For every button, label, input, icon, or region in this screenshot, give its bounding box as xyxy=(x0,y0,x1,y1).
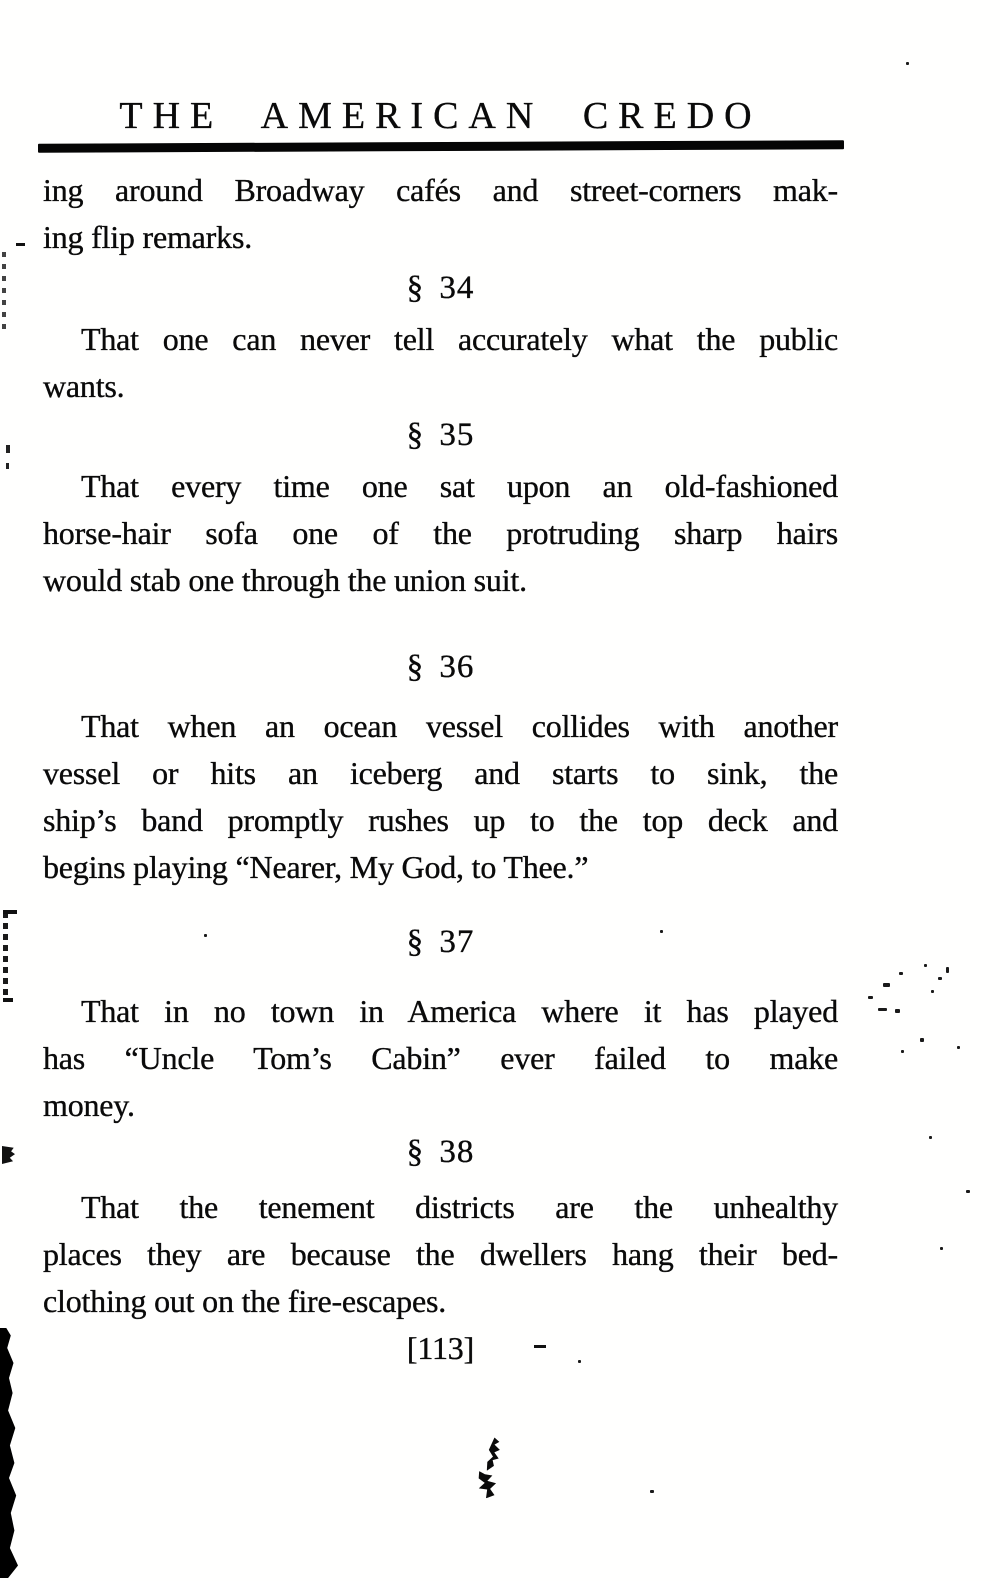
section-paragraph-35 xyxy=(43,463,838,604)
text-line: ing flip remarks. xyxy=(43,219,252,255)
text-line: clothing out on the fire-escapes. xyxy=(43,1283,447,1319)
text-column xyxy=(43,96,838,1372)
scan-artifact-speck xyxy=(204,934,207,937)
scan-artifact-smudge xyxy=(473,1468,498,1500)
scan-artifact-speck xyxy=(895,1009,900,1013)
scan-artifact-speck xyxy=(946,967,949,973)
scan-artifact-speck xyxy=(660,930,663,933)
scan-artifact-speck xyxy=(878,1008,887,1011)
scan-artifact-left-edge-top xyxy=(2,252,6,332)
scan-artifact-speck xyxy=(906,62,909,65)
scan-artifact-speck xyxy=(16,243,25,246)
scan-artifact-speck xyxy=(6,463,9,469)
scan-artifact-speck xyxy=(966,1190,970,1193)
scan-artifact-left-edge-mid xyxy=(3,912,8,1002)
text-line: That when an ocean vessel collides with another xyxy=(81,708,838,744)
scan-artifact-speck xyxy=(940,1247,943,1250)
scan-artifact-speck xyxy=(920,1038,924,1042)
scan-artifact-smudge xyxy=(481,1437,506,1474)
text-line: That in no town in America where it has played xyxy=(81,993,838,1029)
text-line: has “Uncle Tom’s Cabin” ever failed to make xyxy=(43,1040,838,1076)
scan-artifact-speck xyxy=(578,1360,581,1363)
text-line: ing around Broadway cafés and street-corners mak- xyxy=(43,172,838,208)
section-heading-34: § 34 xyxy=(406,270,475,306)
header-rule xyxy=(38,140,844,153)
page-number: [113] xyxy=(406,1330,475,1366)
text-line: places they are because the dwellers hang their bed- xyxy=(43,1236,838,1272)
text-line: ship’s band promptly rushes up to the top deck and xyxy=(43,802,838,838)
text-line: would stab one through the union suit. xyxy=(43,562,527,598)
text-line: That every time one sat upon an old-fashioned xyxy=(81,468,838,504)
text-line: vessel or hits an iceberg and starts to sink, the xyxy=(43,755,838,791)
scan-artifact-speck xyxy=(901,1050,904,1053)
text-line: wants. xyxy=(43,368,125,404)
scan-artifact-speck xyxy=(868,996,873,999)
section-heading-37: § 37 xyxy=(406,924,475,960)
scan-artifact-speck xyxy=(957,1046,960,1049)
scan-artifact-speck xyxy=(929,1136,932,1139)
scan-artifact-speck xyxy=(899,972,903,975)
scan-artifact-binding-strip xyxy=(0,1328,18,1578)
scan-artifact-speck xyxy=(6,445,10,453)
text-line: That one can never tell accurately what the public xyxy=(81,321,838,357)
text-line: That the tenement districts are the unhealthy xyxy=(81,1189,838,1225)
section-paragraph-36 xyxy=(43,703,838,891)
section-heading-36: § 36 xyxy=(406,649,475,685)
scan-artifact-speck xyxy=(883,983,890,987)
scan-artifact-speck xyxy=(924,964,927,967)
paragraph-continuation xyxy=(43,167,838,261)
text-line: begins playing “Nearer, My God, to Thee.” xyxy=(43,849,589,885)
scan-artifact-speck xyxy=(650,1490,654,1493)
section-paragraph-37 xyxy=(43,988,838,1129)
section-heading-35: § 35 xyxy=(406,417,475,453)
text-line: money. xyxy=(43,1087,135,1123)
running-header: THE AMERICAN CREDO xyxy=(119,95,762,137)
text-line: horse-hair sofa one of the protruding sharp hairs xyxy=(43,515,838,551)
page-body xyxy=(43,167,838,1372)
section-paragraph-38 xyxy=(43,1184,838,1325)
section-heading-38: § 38 xyxy=(406,1134,475,1170)
scan-artifact-speck xyxy=(931,990,934,993)
section-paragraph-34 xyxy=(43,316,838,410)
scan-artifact-dash xyxy=(534,1345,546,1348)
scan-artifact-left-blob xyxy=(2,1146,15,1164)
scan-artifact-speck xyxy=(938,977,942,980)
